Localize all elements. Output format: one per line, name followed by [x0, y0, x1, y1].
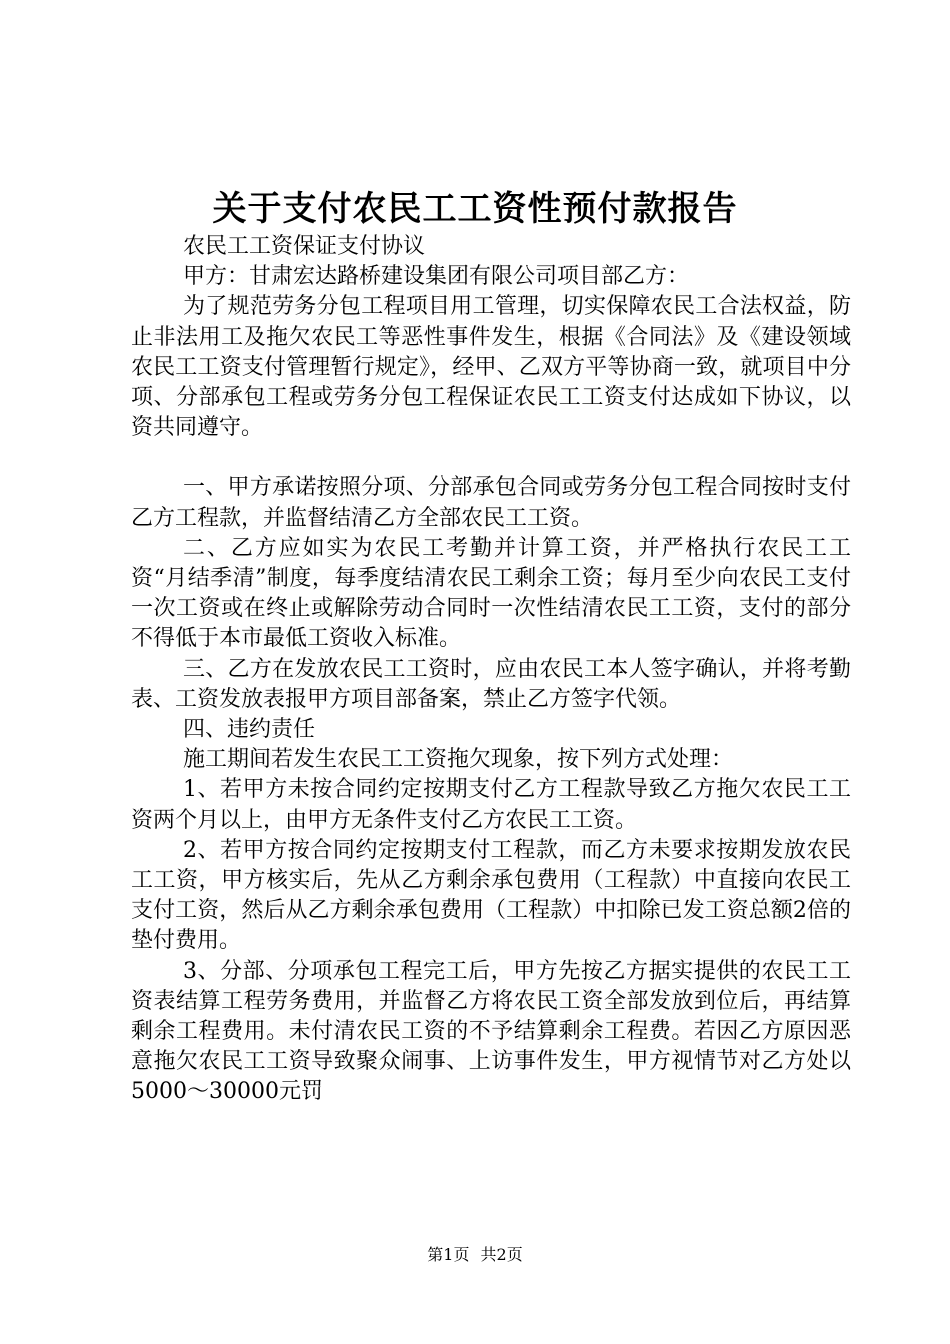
paragraph-clause-3: 三、乙方在发放农民工工资时，应由农民工本人签字确认，并将考勤表、工资发放表报甲方项目部备案，禁止乙方签字代领。: [131, 656, 851, 712]
paragraph-clause-4-heading: 四、违约责任: [183, 717, 316, 743]
paragraph-breach-intro: 施工期间若发生农民工工资拖欠现象，按下列方式处理：: [183, 747, 734, 773]
paragraph-subtitle: 农民工工资保证支付协议: [183, 234, 426, 259]
page-number: 第1页: [427, 1245, 470, 1264]
page-footer: [0, 1244, 950, 1266]
paragraph-parties: 甲方：甘肃宏达路桥建设集团有限公司项目部乙方：: [183, 264, 690, 290]
paragraph-gap: [131, 443, 851, 473]
paragraph-preamble: 为了规范劳务分包工程项目用工管理，切实保障农民工合法权益，防止非法用工及拖欠农民工等恶性事件发生，根据《合同法》及《建设领域农民工工资支付管理暂行规定》，经甲、乙双方平等协商一致，就项目中分项、分部承包工程或劳务分包工程保证农民工工资支付达成如下协议，以资共同遵守。: [131, 294, 851, 441]
document-body: [131, 232, 851, 1108]
paragraph-breach-item-3: 3、分部、分项承包工程完工后，甲方先按乙方据实提供的农民工工资表结算工程劳务费用，并监督乙方将农民工资全部发放到位后，再结算剩余工程费用。未付清农民工资的不予结算剩余工程费。若因乙方原因恶意拖欠农民工工资导致聚众闹事、上访事件发生，甲方视情节对乙方处以5000～30000元罚: [131, 958, 851, 1105]
paragraph-clause-2: 二、乙方应如实为农民工考勤并计算工资，并严格执行农民工工资“月结季清”制度，每季度结清农民工剩余工资；每月至少向农民工支付一次工资或在终止或解除劳动合同时一次性结清农民工工资，支付的部分不得低于本市最低工资收入标准。: [131, 535, 851, 652]
paragraph-breach-item-1: 1、若甲方未按合同约定按期支付乙方工程款导致乙方拖欠农民工工资两个月以上，由甲方无条件支付乙方农民工工资。: [131, 777, 851, 833]
paragraph-clause-1: 一、甲方承诺按照分项、分部承包合同或劳务分包工程合同按时支付乙方工程款，并监督结清乙方全部农民工工资。: [131, 475, 851, 531]
page-total: 共2页: [480, 1245, 523, 1264]
document-title: 关于支付农民工工资性预付款报告: [212, 189, 738, 229]
paragraph-breach-item-2: 2、若甲方按合同约定按期支付工程款，而乙方未要求按期发放农民工工资，甲方核实后，先从乙方剩余承包费用（工程款）中直接向农民工支付工资，然后从乙方剩余承包费用（工程款）中扣除已发工资总额2倍的垫付费用。: [131, 837, 851, 954]
